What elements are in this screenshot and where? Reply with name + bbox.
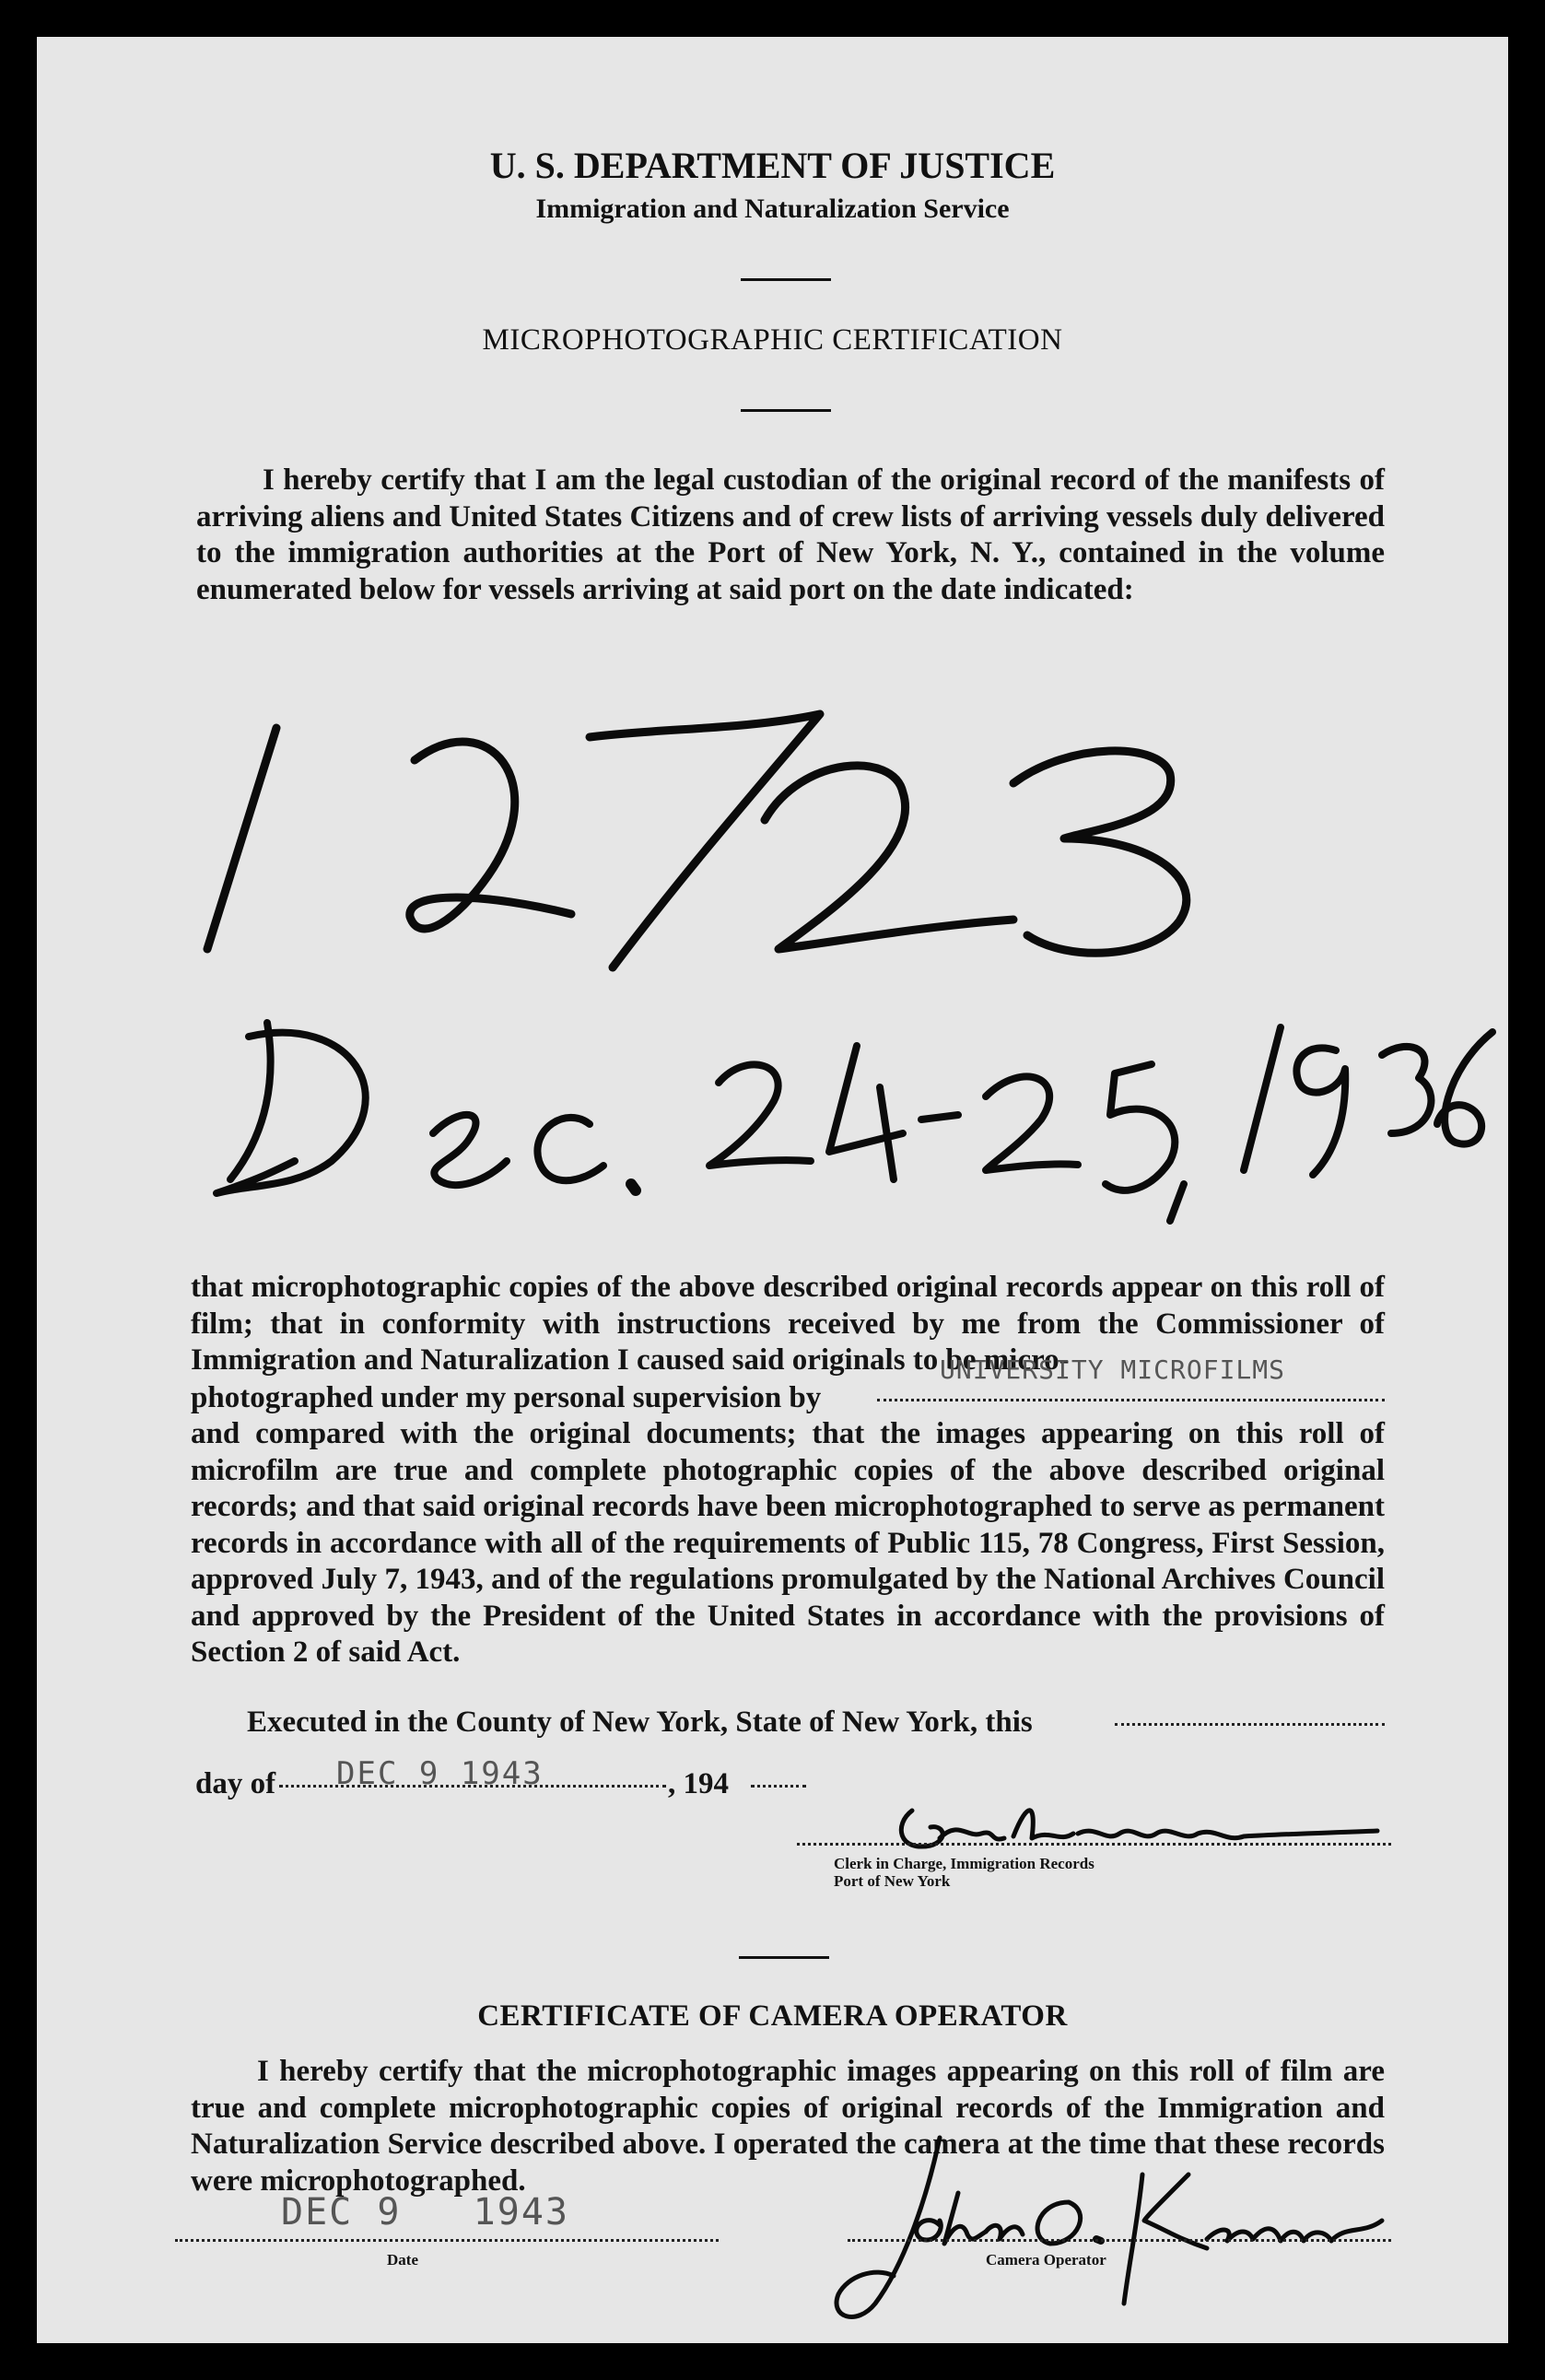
- camera-date-label: Date: [387, 2251, 418, 2269]
- clerk-title-line-2: Port of New York: [834, 1872, 951, 1890]
- year-prefix: , 194: [668, 1767, 729, 1800]
- form-title: MICROPHOTOGRAPHIC CERTIFICATION: [482, 323, 1063, 357]
- clerk-signature: [875, 1792, 1391, 1857]
- department-heading: U. S. DEPARTMENT OF JUSTICE: [489, 145, 1056, 186]
- clerk-title-line-1: Clerk in Charge, Immigration Records: [834, 1855, 1094, 1872]
- camera-date-stamp: DEC 9 1943: [281, 2191, 569, 2233]
- camera-operator-label: Camera Operator: [986, 2251, 1106, 2269]
- certification-paragraph-2b: and compared with the original documents; that the images appearing on this roll of microfilm are true and complete photographic copies of the above described original records; and that said original records have been microphotographed to serve as permanent records in accordance with all of the requirements of Public 115, 78 Congress, First Session, approved July 7, 1943, and of the regulations promulgated by the National Archives Council and approved by the President of the United States in accordance with the provisions of Section 2 of said Act.: [191, 1417, 1385, 1669]
- clerk-title: [834, 1855, 1094, 1890]
- arrival-dates-handwriting: [193, 995, 1446, 1235]
- executed-dotted-line: [1115, 1723, 1385, 1726]
- certification-paragraph-2a: that microphotographic copies of the above described original records appear on this roll of film; that in conformity with instructions received by me from the Commissioner of Immigration and Naturalization I caused said originals to be micro-: [191, 1271, 1385, 1377]
- certification-paragraph-1: I hereby certify that I am the legal custodian of the original record of the manifests of arriving aliens and United States Citizens and of crew lists of arriving vessels duly delivered to the immigration authorities at the Port of New York, N. Y., contained in the volume enumerated below for vessels arriving at said port on the date indicated:: [196, 463, 1385, 606]
- camera-operator-signature-line: [848, 2239, 1391, 2242]
- volume-number-handwriting: [184, 673, 1327, 986]
- divider: [741, 278, 831, 281]
- camera-operator-signature: [802, 2119, 1419, 2340]
- day-of-date-stamp: DEC 9 1943: [336, 1755, 544, 1792]
- divider: [739, 1956, 829, 1959]
- day-of-label: day of: [195, 1767, 276, 1800]
- camera-date-line: [175, 2239, 719, 2242]
- camera-operator-paragraph: I hereby certify that the microphotographic images appearing on this roll of film are true and complete microphotographic copies of original records of the Immigration and Naturalization Service described above. I operated the camera at the time that these records were microphotographed.: [191, 2055, 1385, 2198]
- supervision-label: photographed under my personal supervision by: [191, 1381, 822, 1414]
- year-dotted-line: [751, 1785, 806, 1788]
- supervision-dotted-line: [877, 1399, 1385, 1401]
- camera-operator-title: CERTIFICATE OF CAMERA OPERATOR: [477, 1999, 1068, 2033]
- supervision-by-stamp: UNIVERSITY MICROFILMS: [940, 1354, 1286, 1385]
- executed-line: Executed in the County of New York, State of New York, this: [247, 1706, 1033, 1739]
- clerk-signature-line: [797, 1843, 1391, 1846]
- certificate-sheet: [37, 37, 1508, 2343]
- service-subheading: Immigration and Naturalization Service: [535, 193, 1010, 224]
- divider: [741, 409, 831, 412]
